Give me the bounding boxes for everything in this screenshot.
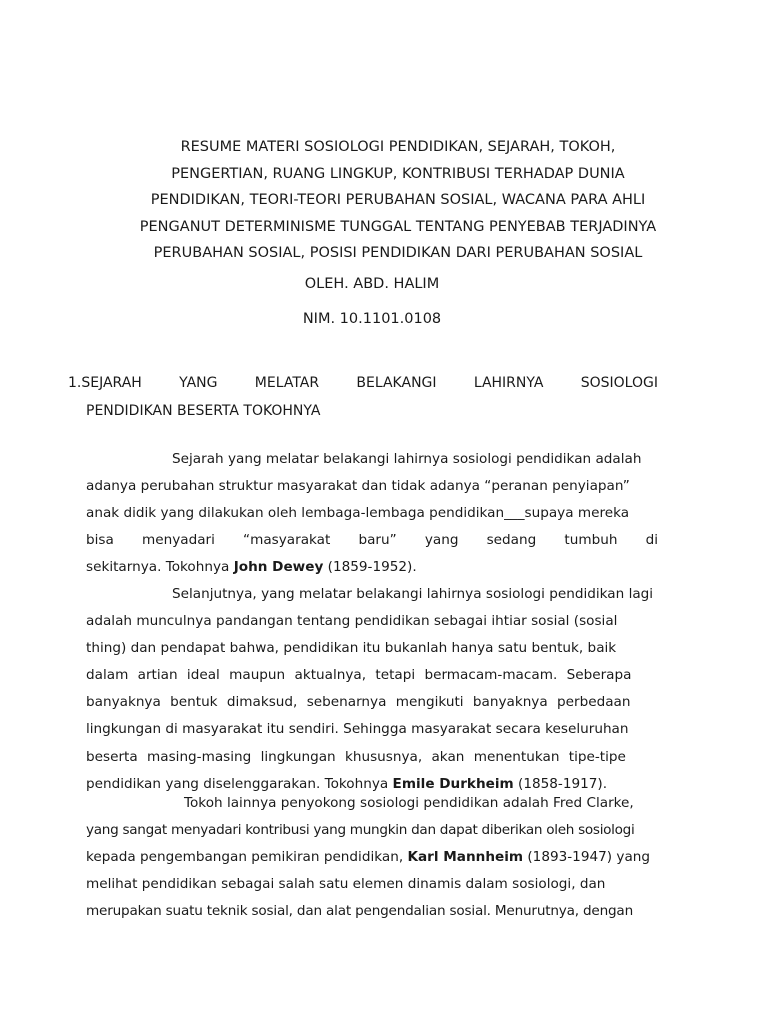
word: di <box>645 532 658 549</box>
paragraph-line: merupakan suatu teknik sosial, dan alat pengendalian sosial. Menurutnya, dengan <box>86 903 633 920</box>
word: bisa <box>86 532 114 549</box>
paragraph-line: adanya perubahan struktur masyarakat dan tidak adanya “peranan penyiapan” <box>86 478 630 495</box>
paragraph-line: banyaknya bentuk dimaksud, sebenarnya mengikuti banyaknya perbedaan <box>86 694 631 711</box>
text: (1859-1952). <box>323 559 417 576</box>
paragraph-line: lingkungan di masyarakat itu sendiri. Sehingga masyarakat secara keseluruhan <box>86 721 629 738</box>
person-name: Karl Mannheim <box>407 849 524 866</box>
heading-word: MELATAR <box>254 375 320 391</box>
paragraph-line: Tokoh lainnya penyokong sosiologi pendidikan adalah Fred Clarke, <box>184 795 634 811</box>
title-line: PENGANUT DETERMINISME TUNGGAL TENTANG PENYEBAB TERJADINYA <box>139 218 657 235</box>
title-line: PERUBAHAN SOSIAL, POSISI PENDIDIKAN DARI PERUBAHAN SOSIAL <box>153 245 643 262</box>
word: baru” <box>358 532 397 549</box>
text: pendidikan yang diselenggarakan. Tokohnya <box>86 775 393 792</box>
paragraph-line: beserta masing-masing lingkungan khususnya, akan menentukan tipe-tipe <box>86 748 626 765</box>
heading-word: LAHIRNYA <box>473 375 544 391</box>
title-line: RESUME MATERI SOSIOLOGI PENDIDIKAN, SEJARAH, TOKOH, <box>180 139 616 155</box>
author-name: OLEH. ABD. HALIM <box>304 276 440 292</box>
paragraph-line: yang sangat menyadari kontribusi yang mungkin dan dapat diberikan oleh sosiologi <box>86 822 635 839</box>
section-heading <box>68 369 658 425</box>
paragraph-line: anak didik yang dilakukan oleh lembaga-lembaga pendidikan___supaya mereka <box>86 505 630 522</box>
paragraph-line: Sejarah yang melatar belakangi lahirnya sosiologi pendidikan adalah <box>172 451 642 467</box>
paragraph-line: melihat pendidikan sebagai salah satu elemen dinamis dalam sosiologi, dan <box>86 876 606 893</box>
heading-word: BELAKANGI <box>356 375 437 391</box>
word: tumbuh <box>564 532 618 549</box>
word: “masyarakat <box>243 532 331 549</box>
paragraph-line <box>86 554 658 581</box>
word: menyadari <box>141 532 215 549</box>
paragraph-line <box>86 527 658 554</box>
person-name: Emile Durkheim <box>392 775 514 792</box>
text: (1858-1917). <box>513 775 608 792</box>
heading-word: YANG <box>179 375 218 391</box>
word: yang <box>424 532 459 549</box>
person-name: John Dewey <box>233 559 324 576</box>
title-line: PENDIDIKAN, TEORI-TEORI PERUBAHAN SOSIAL, WACANA PARA AHLI <box>150 192 646 209</box>
paragraph-line: dalam artian ideal maupun aktualnya, tetapi bermacam-macam. Seberapa <box>86 667 632 684</box>
heading-line: PENDIDIKAN BESERTA TOKOHNYA <box>86 403 321 419</box>
title-line: PENGERTIAN, RUANG LINGKUP, KONTRIBUSI TERHADAP DUNIA <box>171 165 625 182</box>
paragraph-line: Selanjutnya, yang melatar belakangi lahirnya sosiologi pendidikan lagi <box>172 586 654 602</box>
text: kepada pengembangan pemikiran pendidikan, <box>86 849 408 866</box>
student-id: NIM. 10.1101.0108 <box>302 311 442 327</box>
paragraph-line: adalah munculnya pandangan tentang pendidikan sebagai ihtiar sosial (sosial <box>86 613 618 630</box>
paragraph-3 <box>86 790 658 925</box>
heading-word: 1.SEJARAH <box>68 375 142 391</box>
word: sedang <box>486 532 537 549</box>
paragraph-line: thing) dan pendapat bahwa, pendidikan itu bukanlah hanya satu bentuk, baik <box>86 640 617 657</box>
paragraph-line <box>86 844 658 871</box>
text: (1893-1947) yang <box>523 849 651 866</box>
paragraph-2 <box>86 581 658 798</box>
text: sekitarnya. Tokohnya <box>86 559 234 576</box>
paragraph-1 <box>86 446 658 581</box>
document-title <box>70 134 726 267</box>
heading-word: SOSIOLOGI <box>580 375 658 391</box>
